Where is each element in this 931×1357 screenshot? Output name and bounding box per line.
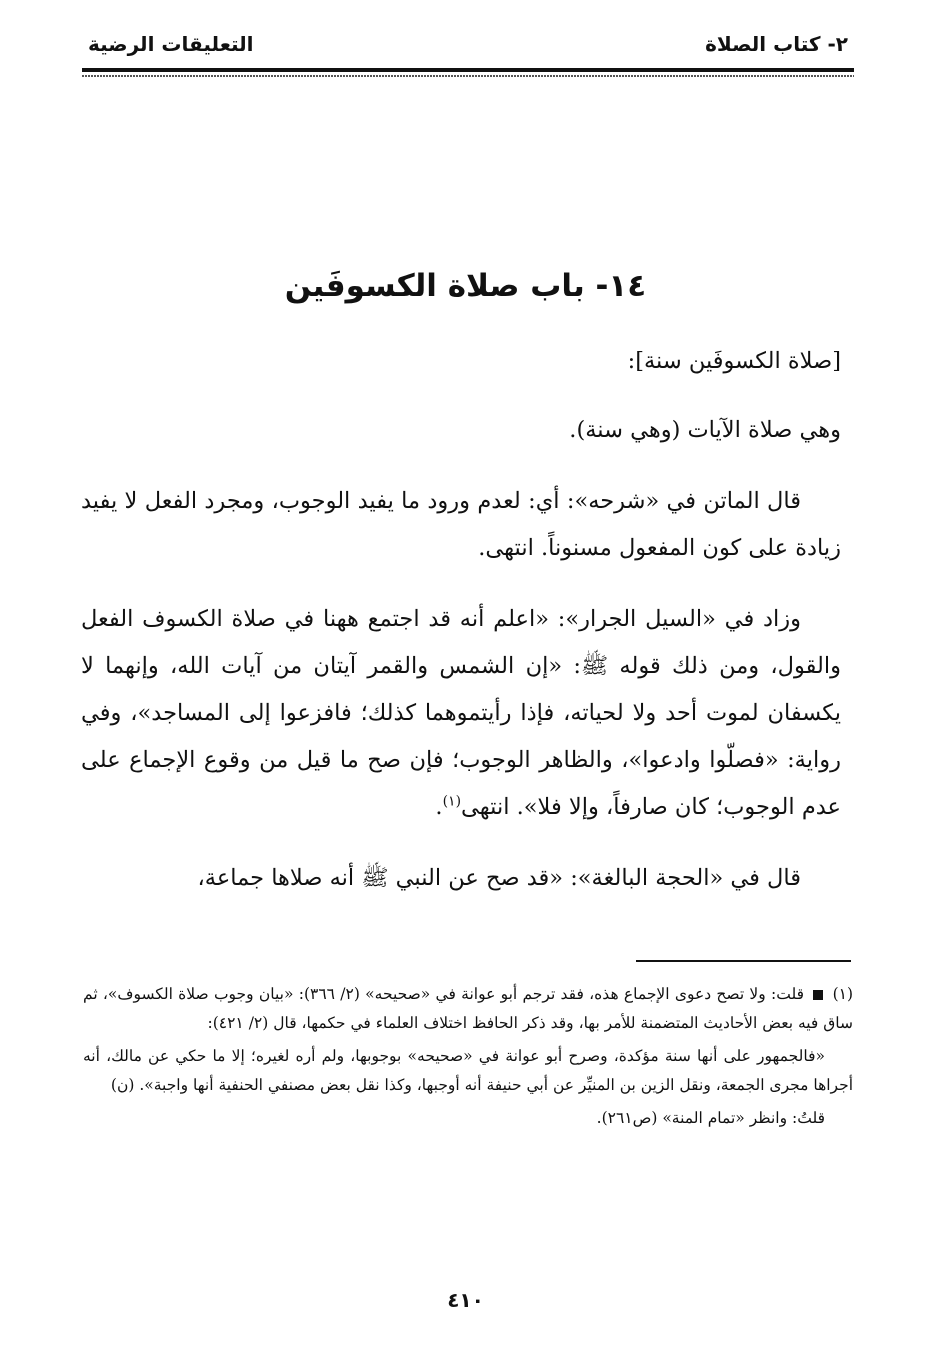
chapter-title: ١٤- باب صلاة الكسوفَين — [284, 268, 647, 304]
paragraph-sayl-text: وزاد في «السيل الجرار»: «اعلم أنه قد اجتمع ههنا في صلاة الكسوف الفعل والقول، ومن ذلك قوله ﷺ: «إن الشمس والقمر آيتان من آيات الله، وإنهما لا يكسفان لموت أحد ولا لحياته، فإذا رأيتموهما كذلك؛ فافزعوا إلى المساجد»، وفي رواية: «فصلّوا وادعوا»، والظاهر الوجوب؛ فإن صح ما قيل من وقوع الإجماع على عدم الوجوب؛ كان صارفاً، وإلا فلا». انتهى — [81, 606, 841, 820]
paragraph-sayl-end: . — [435, 794, 443, 820]
footnote-1-quote: «فالجمهور على أنها سنة مؤكدة، وصرح أبو عوانة في «صحيحه» بوجوبها، ولم أره لغيره؛ إلا ما حكي عن مالك، أنه أجراها مجرى الجمعة، ونقل الزين بن المنيِّر عن أبي حنيفة أنه أوجبها، وكذا نقل بعض مصنفي الحنفية أنها واجبة». (ن) — [83, 1047, 853, 1094]
paragraph-hujja-quote: قال في «الحجة البالغة»: «قد صح عن النبي ﷺ أنه صلاها جماعة، — [197, 865, 801, 891]
square-marker-icon — [813, 990, 823, 1000]
main-text — [81, 338, 841, 926]
header-rule-dotted — [82, 75, 854, 77]
header-book-title: التعليقات الرضية — [88, 32, 254, 56]
footnote-reference: (١) — [442, 793, 462, 810]
page-number: ٤١٠ — [447, 1288, 484, 1312]
footnote-1-see-also: قلتُ: وانظر «تمام المنة» (ص٢٦١). — [596, 1109, 825, 1127]
running-header — [82, 26, 854, 66]
footnote-separator — [636, 960, 851, 962]
footnotes — [83, 980, 853, 1137]
footnote-1 — [83, 980, 853, 1038]
header-rule — [82, 68, 854, 72]
paragraph-explanation: وهي صلاة الآيات (وهي سنة). — [569, 417, 841, 443]
header-chapter-title: ٢- كتاب الصلاة — [705, 32, 848, 56]
paragraph-sayl-quote — [81, 596, 841, 831]
footnote-number: (١) — [832, 985, 854, 1003]
footnote-1-text: قلت: ولا تصح دعوى الإجماع هذه، فقد ترجم أبو عوانة في «صحيحه» (٢/ ٣٦٦): «بيان وجوب صلاة الكسوف»، ثم ساق فيه بعض الأحاديث المتضمنة للأمر بها، وقد ذكر الحافظ اختلاف العلماء في حكمها، قال (٢/ ٤٢١): — [83, 985, 853, 1032]
paragraph-ruling: [صلاة الكسوفَين سنة]: — [627, 348, 841, 374]
paragraph-sharh-quote: قال الماتن في «شرحه»: أي: لعدم ورود ما يفيد الوجوب، ومجرد الفعل لا يفيد زيادة على كون المفعول مسنوناً. انتهى. — [81, 488, 841, 561]
